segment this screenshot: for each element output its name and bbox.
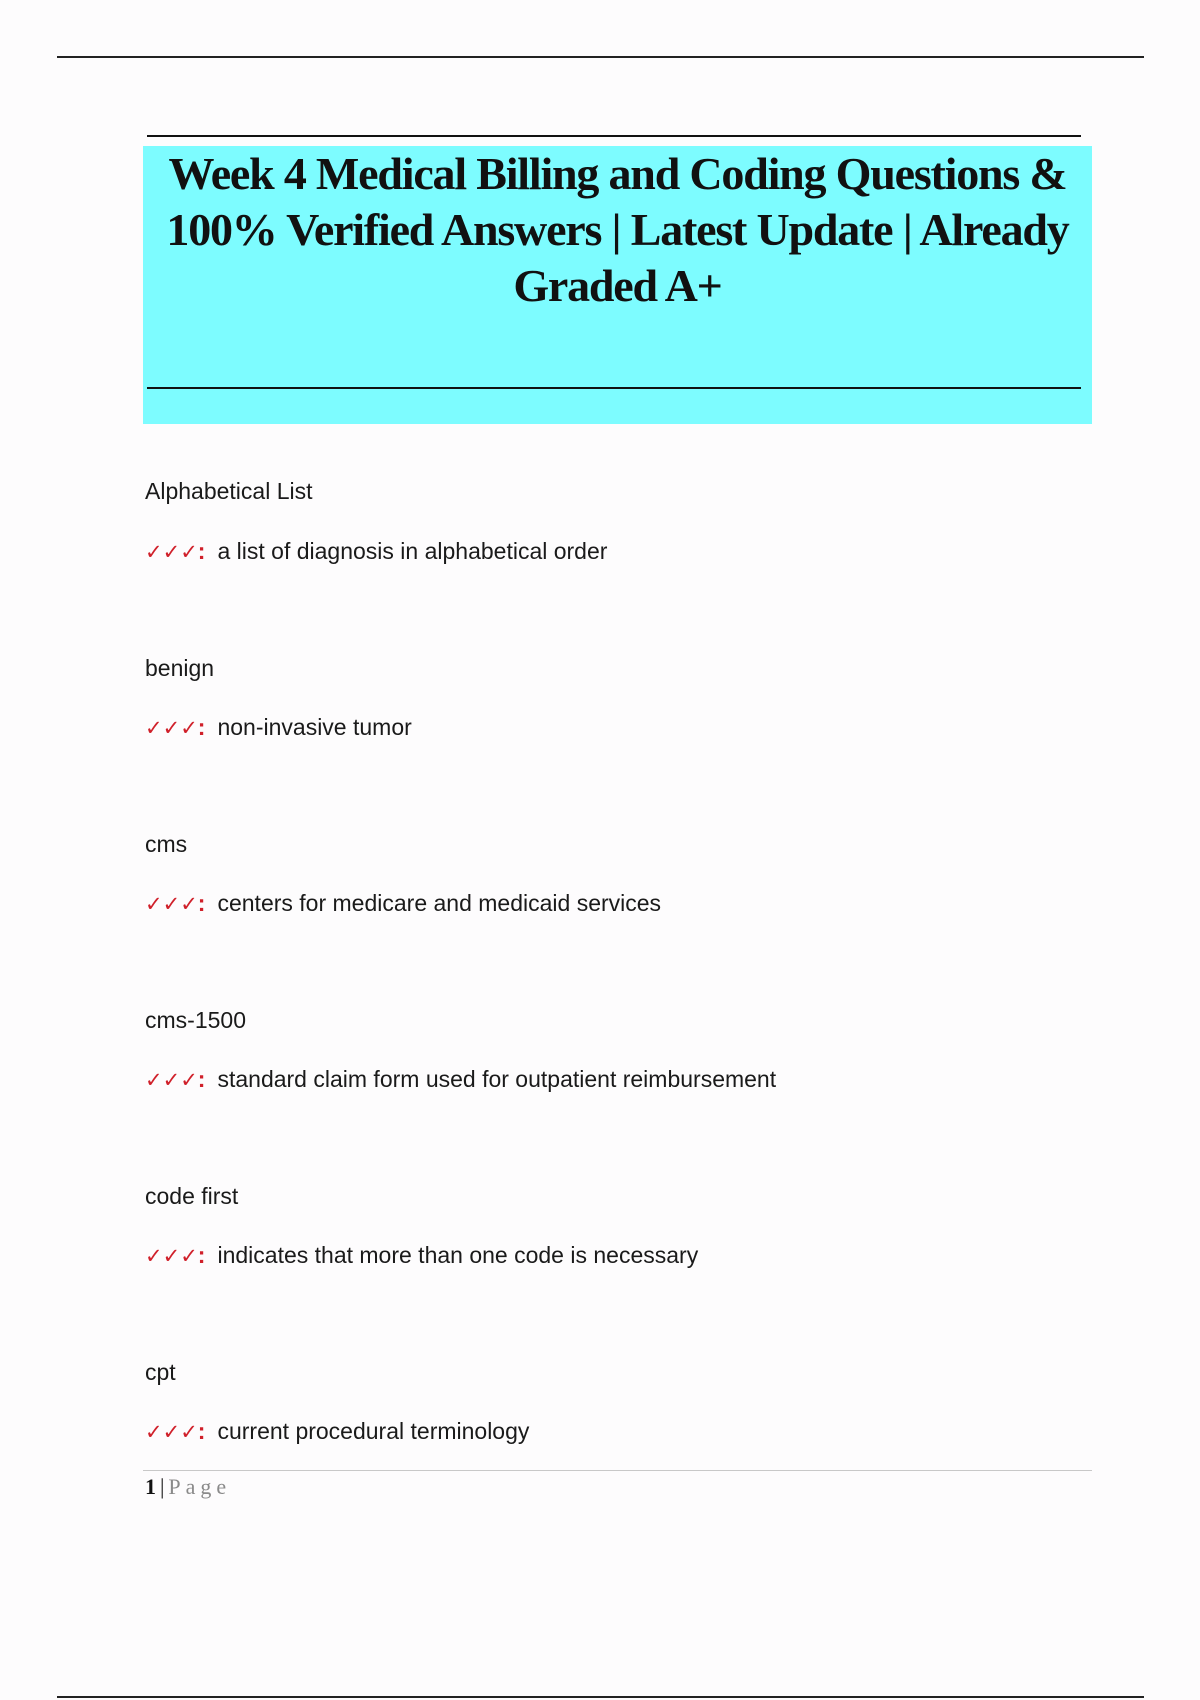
definition-3: centers for medicare and medicaid services <box>217 890 662 916</box>
check-colon: : <box>197 538 206 564</box>
checkmark-icon: ✓✓✓ <box>145 716 198 740</box>
definition-1: a list of diagnosis in alphabetical order <box>217 538 608 564</box>
check-colon: : <box>197 1242 206 1268</box>
check-colon: : <box>197 1066 206 1092</box>
definition-2: non-invasive tumor <box>217 714 412 740</box>
term-2: benign <box>145 655 215 681</box>
term-3: cms <box>145 831 188 857</box>
title-banner <box>143 146 1092 424</box>
checkmark-icon: ✓✓✓ <box>145 540 198 564</box>
check-colon: : <box>197 714 206 740</box>
definition-row-4 <box>145 1066 776 1093</box>
page-label: Page <box>168 1474 232 1499</box>
definition-5: indicates that more than one code is necessary <box>217 1242 699 1268</box>
definition-row-1 <box>145 538 607 565</box>
definition-row-5 <box>145 1242 698 1269</box>
definition-6: current procedural terminology <box>217 1418 530 1444</box>
footer-rule <box>143 1470 1092 1471</box>
footer-separator: | <box>160 1474 165 1499</box>
check-colon: : <box>197 1418 206 1444</box>
term-6: cpt <box>145 1359 176 1385</box>
term-1: Alphabetical List <box>145 478 313 504</box>
page-number: 1 <box>145 1474 156 1499</box>
checkmark-icon: ✓✓✓ <box>145 1244 198 1268</box>
definition-4: standard claim form used for outpatient reimbursement <box>217 1066 777 1092</box>
page-footer <box>145 1474 231 1500</box>
definition-row-3 <box>145 890 661 917</box>
page-top-rule <box>57 56 1144 58</box>
definition-row-6 <box>145 1418 529 1445</box>
checkmark-icon: ✓✓✓ <box>145 892 198 916</box>
checkmark-icon: ✓✓✓ <box>145 1420 198 1444</box>
definition-row-2 <box>145 714 412 741</box>
title-top-rule <box>147 135 1081 137</box>
document-title: Week 4 Medical Billing and Coding Questions & 100% Verified Answers | Latest Update | Already Graded A+ <box>166 148 1069 311</box>
check-colon: : <box>197 890 206 916</box>
checkmark-icon: ✓✓✓ <box>145 1068 198 1092</box>
term-4: cms-1500 <box>145 1007 246 1033</box>
page-bottom-rule <box>57 1696 1144 1698</box>
term-5: code first <box>145 1183 239 1209</box>
title-bottom-rule <box>147 387 1081 389</box>
